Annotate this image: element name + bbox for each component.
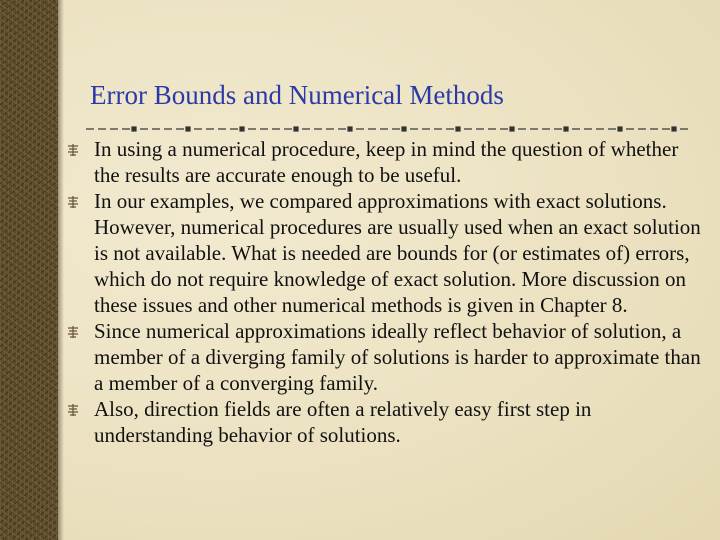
decorative-texture-strip xyxy=(0,0,58,540)
bullet-text: Also, direction fields are often a relatively easy first step in understanding behavior of solutions. xyxy=(94,397,592,447)
divider-dot xyxy=(564,127,568,131)
divider-dot xyxy=(402,127,406,131)
divider-dot xyxy=(618,127,622,131)
bullet-item xyxy=(94,318,702,396)
divider-dot xyxy=(456,127,460,131)
bullet-item xyxy=(94,396,702,448)
bullet-list xyxy=(94,136,702,448)
slide-title: Error Bounds and Numerical Methods xyxy=(90,80,504,110)
wheat-sprig-icon xyxy=(66,325,80,339)
divider-dot xyxy=(510,127,514,131)
bullet-item xyxy=(94,136,702,188)
bullet-text: Since numerical approximations ideally reflect behavior of solution, a member of a diverging family of solutions is harder to approximate than a member of a converging family. xyxy=(94,319,701,395)
wheat-sprig-icon xyxy=(66,143,80,157)
bullet-text: In our examples, we compared approximations with exact solutions. However, numerical procedures are usually used when an exact solution is not available. What is needed are bounds for (or estimates of) errors, which do not require knowledge of exact solution. More discussion on these issues and other numerical methods is given in Chapter 8. xyxy=(94,189,701,317)
divider-dot xyxy=(672,127,676,131)
divider-dot xyxy=(186,127,190,131)
bullet-text: In using a numerical procedure, keep in mind the question of whether the results are accurate enough to be useful. xyxy=(94,137,679,187)
divider-dot xyxy=(132,127,136,131)
divider-dot xyxy=(348,127,352,131)
divider-dot xyxy=(294,127,298,131)
divider-dot xyxy=(240,127,244,131)
bullet-item xyxy=(94,188,702,318)
wheat-sprig-icon xyxy=(66,403,80,417)
wheat-sprig-icon xyxy=(66,195,80,209)
